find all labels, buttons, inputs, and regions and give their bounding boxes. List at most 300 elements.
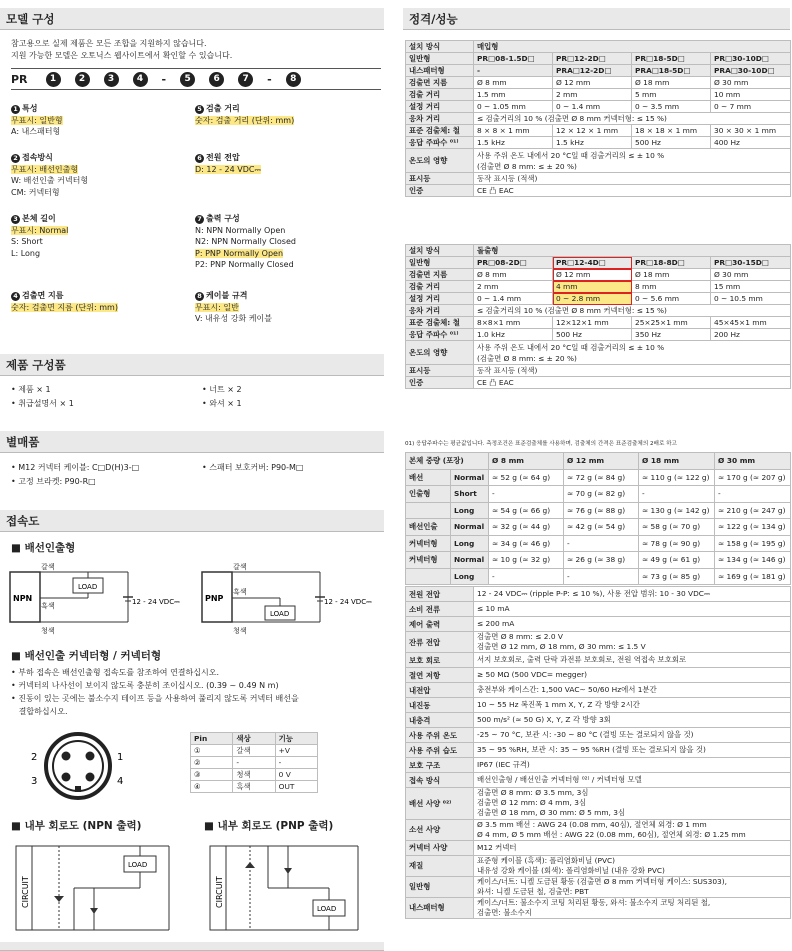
item-title: 전원 전압 — [206, 153, 240, 162]
weight-length: Long — [451, 502, 489, 519]
spec-cell: Ø 8 mm — [474, 269, 553, 281]
general-value — [474, 819, 791, 840]
spec-cell: 0 ~ 7 mm — [711, 101, 791, 113]
general-label: 일반형 — [406, 876, 474, 897]
general-value-line: 케이스/너트: 니켈 도금된 황동 (검출면 Ø 8 mm 커넥터형 케이스: SUS303), — [477, 876, 727, 886]
code-num-2: 2 — [75, 72, 90, 87]
pin-label-4: 4 — [117, 776, 124, 787]
weight-group: 배선 — [406, 469, 451, 486]
pin-table — [190, 732, 318, 793]
spec-cell: 12×12×1 mm — [553, 317, 632, 329]
weight-cell: ≈ 134 g (≈ 146 g) — [715, 552, 791, 569]
spec-cell: 350 Hz — [632, 329, 711, 341]
general-row — [406, 698, 791, 713]
general-label: 내충격 — [406, 713, 474, 728]
general-value — [474, 876, 791, 897]
spec-cell: PRA□18-5D□ — [632, 65, 711, 77]
spec-row — [406, 53, 791, 65]
general-row — [406, 587, 791, 602]
weight-header: Ø 30 mm — [715, 453, 791, 470]
pin-header: Pin — [191, 733, 233, 745]
spec-cell: 2 mm — [553, 89, 632, 101]
general-value — [474, 632, 791, 653]
general-row — [406, 632, 791, 653]
general-label: 전원 전압 — [406, 587, 474, 602]
general-row — [406, 728, 791, 743]
weight-cell: ≈ 169 g (≈ 181 g) — [715, 568, 791, 585]
general-value-line: 검출면 Ø 18 mm, Ø 30 mm: Ø 5 mm, 3심 — [477, 808, 626, 818]
connector-note: • 커넥터의 나사선이 보이지 않도록 충분히 조이십시오. (0.39 ~ 0.49 N m) — [11, 681, 279, 690]
general-label: 내스패터형 — [406, 897, 474, 918]
pin-label-3: 3 — [31, 776, 38, 787]
spec-row-label: 설치 방식 — [406, 245, 474, 257]
general-spec-table — [405, 586, 791, 919]
item-hl: 무표시: Normal — [11, 225, 69, 235]
pin-label-2: 2 — [31, 752, 38, 763]
spec-row-label: 설치 방식 — [406, 41, 474, 53]
weight-cell: ≈ 10 g (≈ 32 g) — [489, 552, 564, 569]
spec-cell: 45×45×1 mm — [711, 317, 791, 329]
npn-circuit-title: ■ 내부 회로도 (NPN 출력) — [11, 820, 142, 832]
weight-header: 본체 중량 (포장) — [406, 453, 489, 470]
spec-cell: 15 mm — [711, 281, 791, 293]
spec-row-label: 검출 거리 — [406, 89, 474, 101]
item-line: L: Long — [11, 248, 41, 258]
item-hl: 숫자: 검출 거리 (단위: mm) — [195, 115, 295, 125]
spec-row-label: 응답 주파수 ⁰¹⁾ — [406, 137, 474, 149]
spec-cell: Ø 30 mm — [711, 77, 791, 89]
general-value-line: 35 ~ 95 %RH, 보관 시: 35 ~ 95 %RH (결빙 또는 결로되지 않을 것) — [477, 745, 706, 754]
pin-cell: ① — [191, 745, 233, 757]
spec-row — [406, 149, 791, 173]
weight-group: 배선인출 — [406, 519, 451, 536]
general-label: 보호 회로 — [406, 653, 474, 668]
general-value-line: 와셔: 니켈 도금된 철, 검출면: PBT — [477, 886, 589, 896]
spec-row — [406, 245, 791, 257]
code-num-6: 6 — [209, 72, 224, 87]
spec-row — [406, 113, 791, 125]
general-label: 제어 출력 — [406, 617, 474, 632]
npn-circuit-load: LOAD — [128, 861, 148, 869]
pin-cell: 0 V — [275, 769, 317, 781]
spec-cell: PR□08-1.5D□ — [474, 53, 553, 65]
spec-cell: 500 Hz — [632, 137, 711, 149]
spec-row — [406, 173, 791, 185]
weight-cell: ≈ 76 g (≈ 88 g) — [564, 502, 639, 519]
spec-row — [406, 185, 791, 197]
weight-length: Short — [451, 486, 489, 503]
general-value — [474, 840, 791, 855]
connector-note: 결합하십시오. — [11, 707, 68, 716]
weight-row — [406, 486, 791, 503]
spec-row — [406, 305, 791, 317]
pin-cell: - — [275, 757, 317, 769]
general-value-line: 검출면: 불소수지 — [477, 907, 532, 917]
item-line: S: Short — [11, 237, 43, 246]
spec-cell: Ø 12 mm — [553, 269, 632, 281]
spec-row-label: 인증 — [406, 185, 474, 197]
weight-cell: ≈ 73 g (≈ 85 g) — [639, 568, 715, 585]
item-sensing-distance — [195, 103, 294, 126]
general-value — [474, 653, 791, 668]
weight-cell: ≈ 49 g (≈ 61 g) — [639, 552, 715, 569]
connector-note: • 부하 접속은 배선인출형 접속도를 참조하여 연결하십시오. — [11, 668, 219, 677]
part-item: • 너트 × 2 — [202, 385, 242, 394]
general-value — [474, 698, 791, 713]
general-value-line: ≤ 10 mA — [477, 604, 510, 613]
part-item: • 제품 × 1 — [11, 385, 51, 394]
item-num: 6 — [195, 154, 204, 163]
general-row — [406, 668, 791, 683]
general-value-line: ≥ 50 MΩ (500 VDC= megger) — [477, 670, 588, 679]
general-value — [474, 788, 791, 820]
spec-row-label: 표시등 — [406, 173, 474, 185]
spec-row-label: 온도의 영향 — [406, 149, 474, 173]
spec-row — [406, 329, 791, 341]
spec-cell: 0 ~ 2.8 mm — [553, 293, 632, 305]
general-row — [406, 788, 791, 820]
general-value — [474, 897, 791, 918]
general-value — [474, 668, 791, 683]
spec-cell: PRA□30-10D□ — [711, 65, 791, 77]
m12-connector-drawing — [28, 728, 128, 808]
spec-row-label: 온도의 영향 — [406, 341, 474, 365]
spec-cell: 1.0 kHz — [474, 329, 553, 341]
spec-cell: 30 × 30 × 1 mm — [711, 125, 791, 137]
spec-cell — [474, 341, 791, 365]
spec-row-label: 검출면 지름 — [406, 269, 474, 281]
spec-cell: 0 ~ 3.5 mm — [632, 101, 711, 113]
item-hl: 숫자: 검출면 지름 (단위: mm) — [11, 302, 118, 312]
sold-section-header: 별매품 — [0, 431, 384, 453]
spec-row — [406, 137, 791, 149]
spec-cell: PR□12-4D□ — [553, 257, 632, 269]
general-value-line: 검출면 Ø 8 mm: Ø 3.5 mm, 3심 — [477, 788, 589, 798]
spec-cell: 1.5 kHz — [474, 137, 553, 149]
general-label: 보호 구조 — [406, 758, 474, 773]
general-label: 접속 방식 — [406, 773, 474, 788]
spec-cell — [474, 149, 791, 173]
spec-table-protruding — [405, 244, 791, 389]
item-title: 검출 거리 — [206, 104, 240, 113]
spec-cell: 500 Hz — [553, 329, 632, 341]
npn-load-label: LOAD — [78, 583, 98, 591]
spec-row-label: 표준 검출체: 철 — [406, 125, 474, 137]
general-row — [406, 617, 791, 632]
npn-black: 흑색 — [41, 602, 55, 610]
spec-cell: CE 凸 EAC — [474, 377, 791, 389]
part-item: • 와셔 × 1 — [202, 399, 242, 408]
general-value-line: 12 - 24 VDC⎓ (ripple P-P: ≤ 10 %), 사용 전압 범위: 10 - 30 VDC⎓ — [477, 589, 710, 598]
sold-item: • 스패터 보호커버: P90-M□ — [202, 463, 304, 472]
general-row — [406, 653, 791, 668]
general-value — [474, 758, 791, 773]
pnp-blue: 청색 — [233, 627, 247, 635]
spec-cell: 8 mm — [632, 281, 711, 293]
spec-row-label: 표준 검출체: 철 — [406, 317, 474, 329]
spec-cell: Ø 8 mm — [474, 77, 553, 89]
item-num: 3 — [11, 215, 20, 224]
general-row — [406, 602, 791, 617]
pnp-internal-circuit — [208, 838, 378, 938]
spec-row-label: 표시등 — [406, 365, 474, 377]
spec-row — [406, 281, 791, 293]
pnp-circuit-load: LOAD — [317, 905, 337, 913]
general-value-line: 검출면 Ø 12 mm, Ø 18 mm, Ø 30 mm: ≤ 1.5 V — [477, 642, 646, 651]
pin-cell: ④ — [191, 781, 233, 793]
weight-cell: ≈ 58 g (≈ 70 g) — [639, 519, 715, 536]
pin-cell: 갈색 — [233, 745, 275, 757]
weight-cell: ≈ 122 g (≈ 134 g) — [715, 519, 791, 536]
spec-row-label: 인증 — [406, 377, 474, 389]
general-value-line: -25 ~ 70 °C, 보관 시: -30 ~ 80 °C (결빙 또는 결로되지 않을 것) — [477, 730, 694, 739]
general-label: 배선 사양 ⁰²⁾ — [406, 788, 474, 820]
item-cable — [195, 290, 272, 325]
pin-cell: 흑색 — [233, 781, 275, 793]
general-value-line: M12 커넥터 — [477, 842, 517, 852]
spec-row-label: 응답 주파수 ⁰¹⁾ — [406, 329, 474, 341]
weight-length: Normal — [451, 519, 489, 536]
item-hl: P: PNP Normally Open — [195, 248, 284, 258]
spec-row-label: 검출 거리 — [406, 281, 474, 293]
weight-length: Normal — [451, 552, 489, 569]
spec-cell: 4 mm — [553, 281, 632, 293]
weight-row — [406, 502, 791, 519]
weight-cell: ≈ 70 g (≈ 82 g) — [564, 486, 639, 503]
weight-cell: ≈ 130 g (≈ 142 g) — [639, 502, 715, 519]
general-value-line: 검출면 Ø 8 mm: ≤ 2.0 V — [477, 632, 563, 641]
spec-row — [406, 365, 791, 377]
pin-cell: 청색 — [233, 769, 275, 781]
spec-row-label: 응차 거리 — [406, 113, 474, 125]
general-value — [474, 743, 791, 758]
spec-cell: 동작 표시등 (적색) — [474, 365, 791, 377]
general-label: 재질 — [406, 855, 474, 876]
spec-cell: 0 ~ 5.6 mm — [632, 293, 711, 305]
spec-subline: (검출면 Ø 8 mm: ≤ ± 20 %) — [477, 353, 577, 363]
npn-brown: 갈색 — [41, 563, 55, 571]
item-line: CM: 커넥터형 — [11, 187, 60, 197]
code-dash-2: - — [267, 72, 272, 86]
spec-cell: 돌출형 — [474, 245, 791, 257]
spec-section-header: 정격/성능 — [403, 8, 790, 30]
weight-group — [406, 502, 451, 519]
general-row — [406, 897, 791, 918]
item-hl: 무표시: 배선인출형 — [11, 164, 79, 174]
general-row — [406, 840, 791, 855]
general-row — [406, 713, 791, 728]
weight-length: Normal — [451, 469, 489, 486]
weight-table — [405, 452, 791, 585]
general-row — [406, 758, 791, 773]
weight-cell: ≈ 170 g (≈ 207 g) — [715, 469, 791, 486]
pin-cell: ③ — [191, 769, 233, 781]
general-value — [474, 683, 791, 698]
weight-row — [406, 519, 791, 536]
general-value-line: 충전부와 케이스간: 1,500 VAC∼ 50/60 Hz에서 1분간 — [477, 685, 657, 694]
spec-cell: - — [474, 65, 553, 77]
general-value — [474, 587, 791, 602]
weight-cell: ≈ 42 g (≈ 54 g) — [564, 519, 639, 536]
weight-cell: ≈ 110 g (≈ 122 g) — [639, 469, 715, 486]
spec-subline: 사용 주위 온도 내에서 20 °C일 때 검출거리의 ≤ ± 10 % — [477, 342, 665, 352]
general-row — [406, 773, 791, 788]
spec-row — [406, 317, 791, 329]
spec-cell: 8 × 8 × 1 mm — [474, 125, 553, 137]
spec-row-label: 설정 거리 — [406, 293, 474, 305]
item-title: 접속방식 — [22, 153, 53, 162]
spec-cell: 8×8×1 mm — [474, 317, 553, 329]
weight-cell: - — [639, 486, 715, 503]
weight-group: 커넥터형 — [406, 535, 451, 552]
item-face-diameter — [11, 290, 118, 313]
weight-length: Long — [451, 568, 489, 585]
weight-cell: ≈ 52 g (≈ 64 g) — [489, 469, 564, 486]
spec-cell: 400 Hz — [711, 137, 791, 149]
spec-cell: PR□08-2D□ — [474, 257, 553, 269]
item-characteristic — [11, 103, 63, 138]
general-value-line: 500 m/s² (≈ 50 G) X, Y, Z 각 방향 3회 — [477, 715, 611, 724]
item-hl: 무표시: 일반형 — [11, 115, 63, 125]
general-value-line: IP67 (IEC 규격) — [477, 760, 530, 769]
spec-row-label: 응차 거리 — [406, 305, 474, 317]
spec-row — [406, 101, 791, 113]
general-value-line: 서지 보호회로, 출력 단락 과전류 보호회로, 전원 역접속 보호회로 — [477, 655, 687, 664]
item-num: 8 — [195, 292, 204, 301]
pin-cell: +V — [275, 745, 317, 757]
spec-row-label: 내스패터형 — [406, 65, 474, 77]
weight-cell: ≈ 34 g (≈ 46 g) — [489, 535, 564, 552]
weight-cell: ≈ 210 g (≈ 247 g) — [715, 502, 791, 519]
weight-header: Ø 8 mm — [489, 453, 564, 470]
weight-row — [406, 535, 791, 552]
weight-cell: ≈ 32 g (≈ 44 g) — [489, 519, 564, 536]
spec-row-label: 일반형 — [406, 53, 474, 65]
npn-circuit-label: CIRCUIT — [21, 876, 30, 908]
wire-type-title: ■ 배선인출형 — [11, 542, 76, 554]
pin-header: 기능 — [275, 733, 317, 745]
item-line: N: NPN Normally Open — [195, 225, 286, 235]
model-section-header: 모델 구성 — [0, 8, 384, 30]
model-code — [11, 68, 381, 90]
weight-cell: - — [715, 486, 791, 503]
spec-cell: 200 Hz — [711, 329, 791, 341]
weight-group: 인출형 — [406, 486, 451, 503]
weight-cell: ≈ 72 g (≈ 84 g) — [564, 469, 639, 486]
sold-item: • M12 커넥터 케이블: C□D(H)3-□ — [11, 463, 140, 472]
spec-row-label: 설정 거리 — [406, 101, 474, 113]
general-value — [474, 855, 791, 876]
general-row — [406, 876, 791, 897]
pnp-circuit-label: CIRCUIT — [215, 876, 224, 908]
spec-row — [406, 125, 791, 137]
spec-cell: PRA□12-2D□ — [553, 65, 632, 77]
connector-type-title: ■ 배선인출 커넥터형 / 커넥터형 — [11, 650, 162, 662]
code-num-8: 8 — [286, 72, 301, 87]
general-label: 절연 저항 — [406, 668, 474, 683]
general-value — [474, 713, 791, 728]
code-num-7: 7 — [238, 72, 253, 87]
pnp-circuit-title: ■ 내부 회로도 (PNP 출력) — [204, 820, 334, 832]
general-label: 소비 전류 — [406, 602, 474, 617]
weight-cell: - — [564, 568, 639, 585]
connector-note: • 진동이 있는 곳에는 불소수지 테이프 등을 사용하여 풀리지 않도록 커넥터 배선을 — [11, 694, 299, 703]
general-value-line: Ø 3.5 mm 배선 : AWG 24 (0.08 mm, 40심), 절연체 외경: Ø 1 mm — [477, 819, 707, 829]
npn-internal-circuit — [14, 838, 184, 938]
general-value-line: 표준형 케이블 (흑색): 폴리염화비닐 (PVC) — [477, 855, 616, 865]
code-prefix: PR — [11, 72, 28, 86]
weight-row — [406, 552, 791, 569]
weight-cell: - — [489, 568, 564, 585]
bottom-section-header — [0, 942, 384, 951]
spec-subline: (검출면 Ø 8 mm: ≤ ± 20 %) — [477, 161, 577, 171]
parts-section-header: 제품 구성품 — [0, 354, 384, 376]
item-line: V: 내유성 강화 케이블 — [195, 314, 272, 323]
spec-cell: Ø 18 mm — [632, 77, 711, 89]
spec-row — [406, 293, 791, 305]
spec-cell: ≤ 검출거리의 10 % (검출면 Ø 8 mm 커넥터형: ≤ 15 %) — [474, 113, 791, 125]
general-label: 내진동 — [406, 698, 474, 713]
npn-blue: 청색 — [41, 627, 55, 635]
general-value-line: 검출면 Ø 12 mm: Ø 4 mm, 3심 — [477, 798, 587, 808]
pnp-voltage: 12 - 24 VDC⎓ — [324, 598, 372, 606]
spec-cell: 0 ~ 1.05 mm — [474, 101, 553, 113]
code-dash-1: - — [161, 72, 167, 86]
weight-header: Ø 12 mm — [564, 453, 639, 470]
item-line: N2: NPN Normally Closed — [195, 237, 296, 246]
weight-cell: - — [564, 535, 639, 552]
weight-row — [406, 568, 791, 585]
general-label: 커넥터 사양 — [406, 840, 474, 855]
spec-cell: PR□30-15D□ — [711, 257, 791, 269]
spec-subline: 사용 주위 온도 내에서 20 °C일 때 검출거리의 ≤ ± 10 % — [477, 150, 665, 160]
weight-length: Long — [451, 535, 489, 552]
spec-cell: PR□18-5D□ — [632, 53, 711, 65]
npn-wiring-diagram — [8, 560, 193, 642]
pin-cell: ② — [191, 757, 233, 769]
spec-cell: ≤ 검출거리의 10 % (검출면 Ø 8 mm 커넥터형: ≤ 15 %) — [474, 305, 791, 317]
weight-header: Ø 18 mm — [639, 453, 715, 470]
pnp-black: 흑색 — [233, 588, 247, 596]
part-item: • 취급설명서 × 1 — [11, 399, 74, 408]
spec-cell: Ø 30 mm — [711, 269, 791, 281]
item-title: 출력 구성 — [206, 214, 240, 223]
spec-row — [406, 65, 791, 77]
pin-label-1: 1 — [117, 752, 124, 763]
code-num-4: 4 — [133, 72, 148, 87]
spec-row — [406, 377, 791, 389]
general-value-line: 케이스/너트: 불소수지 코팅 처리된 황동, 와셔: 불소수지 코팅 처리된 철, — [477, 897, 711, 907]
pnp-label: PNP — [205, 594, 224, 603]
item-num: 1 — [11, 105, 20, 114]
pnp-load-label: LOAD — [270, 610, 290, 618]
item-body-length — [11, 213, 68, 259]
connection-section-header: 접속도 — [0, 510, 384, 532]
spec-cell: Ø 18 mm — [632, 269, 711, 281]
general-label: 소선 사양 — [406, 819, 474, 840]
weight-group — [406, 568, 451, 585]
general-label: 사용 주위 습도 — [406, 743, 474, 758]
spec-cell: 18 × 18 × 1 mm — [632, 125, 711, 137]
item-hl: 무표시: 일반 — [195, 302, 239, 312]
item-title: 검출면 지름 — [22, 291, 64, 300]
spec-row — [406, 257, 791, 269]
item-num: 2 — [11, 154, 20, 163]
general-value — [474, 728, 791, 743]
weight-cell: ≈ 78 g (≈ 90 g) — [639, 535, 715, 552]
spec-row — [406, 41, 791, 53]
spec-cell: PR□12-2D□ — [553, 53, 632, 65]
